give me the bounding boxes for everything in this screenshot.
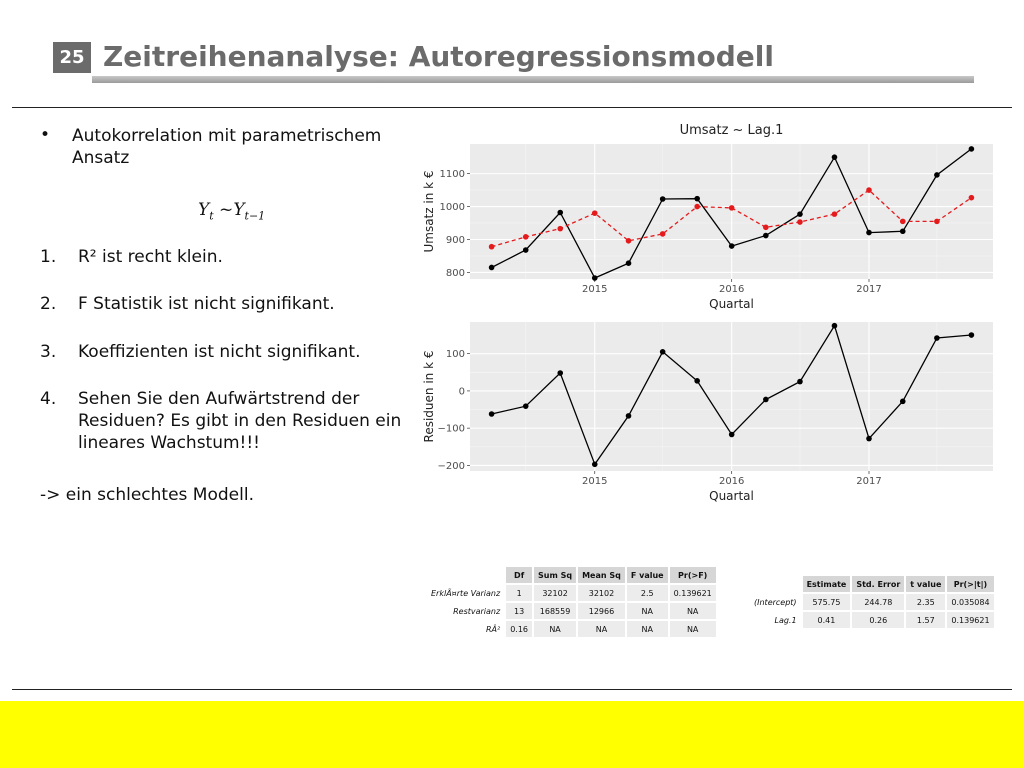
data-point (489, 411, 495, 417)
row-label: Lag.1 (774, 615, 797, 625)
table-cell: NA (670, 603, 716, 619)
data-point (523, 234, 529, 240)
data-point (694, 204, 700, 210)
table-cell: 12966 (578, 603, 625, 619)
data-point (523, 403, 529, 409)
anova-table (425, 565, 718, 639)
column-header (750, 576, 801, 592)
table-header-row (750, 576, 994, 592)
y-tick-label: 800 (445, 267, 465, 279)
data-point (694, 378, 700, 384)
formula (198, 200, 265, 222)
table-row (750, 612, 994, 628)
data-point (900, 399, 906, 405)
row-label: RÂ² (485, 624, 501, 634)
data-point (660, 349, 666, 355)
data-point (866, 187, 872, 193)
data-point (557, 210, 563, 216)
list-item-text: Sehen Sie den Aufwärtstrend der Residuen? Es gibt in den Residuen ein lineares Wachstum!!! (78, 389, 402, 453)
data-point (832, 323, 838, 329)
table-cell: 2.5 (627, 585, 668, 601)
data-point (832, 211, 838, 217)
data-point (660, 196, 666, 202)
y-tick-label: 900 (445, 234, 465, 246)
list-item-number: 1. (40, 247, 57, 267)
table-cell: 32102 (534, 585, 576, 601)
table-cell: 168559 (534, 603, 576, 619)
y-tick-label: 100 (445, 349, 465, 361)
data-point (969, 146, 975, 152)
coefficients-table (748, 574, 996, 630)
data-point (489, 265, 495, 271)
list-item-4 (40, 388, 418, 454)
data-point (694, 196, 700, 202)
formula-rhs-sub: t−1 (244, 209, 266, 223)
list-item-text: Koeffizienten ist nicht signifikant. (78, 342, 361, 362)
slide-number: 25 (53, 42, 91, 73)
data-point (729, 205, 735, 211)
footer-bar (0, 701, 1024, 768)
x-tick-label: 2016 (718, 476, 745, 487)
column-header: Estimate (803, 576, 851, 592)
row-label: ErklÃ¤rte Varianz (431, 588, 501, 598)
data-point (866, 230, 872, 236)
table-row (750, 594, 994, 610)
table-cell: 1 (506, 585, 532, 601)
data-point (763, 233, 769, 239)
table-cell: NA (534, 621, 576, 637)
bullet-text: Autokorrelation mit parametrischem Ansatz (72, 126, 382, 168)
table-row (427, 603, 716, 619)
table-header-row (427, 567, 716, 583)
table-row (427, 621, 716, 637)
data-point (969, 195, 975, 201)
data-point (729, 243, 735, 249)
list-item-number: 3. (40, 342, 57, 362)
table-cell: 0.26 (852, 612, 904, 628)
data-point (489, 244, 495, 250)
data-point (934, 219, 940, 225)
data-point (592, 275, 598, 281)
table-cell: 0.16 (506, 621, 532, 637)
data-point (934, 335, 940, 341)
data-point (557, 370, 563, 376)
title-underline (92, 76, 974, 83)
data-point (832, 154, 838, 160)
list-item-text: F Statistik ist nicht signifikant. (78, 294, 335, 314)
table-cell: 0.41 (803, 612, 851, 628)
table-cell: 32102 (578, 585, 625, 601)
data-point (592, 461, 598, 467)
table-cell: 0.139621 (670, 585, 716, 601)
list-item-1 (40, 246, 420, 268)
table-cell: 244.78 (852, 594, 904, 610)
data-point (626, 413, 632, 419)
table-cell: 1.57 (906, 612, 945, 628)
y-tick-label: 1100 (439, 169, 465, 181)
data-point (660, 231, 666, 237)
table-cell: NA (627, 603, 668, 619)
row-label: (Intercept) (754, 597, 797, 607)
y-tick-label: −100 (437, 423, 465, 435)
x-axis-label: Quartal (709, 297, 754, 311)
x-axis-label: Quartal (709, 489, 754, 503)
data-point (523, 247, 529, 253)
formula-lhs-sub: t (209, 209, 214, 223)
formula-rhs: Y (233, 200, 245, 220)
column-header (427, 567, 504, 583)
row-label: Restvarianz (453, 606, 501, 616)
table-cell: 2.35 (906, 594, 945, 610)
list-item-number: 2. (40, 294, 57, 314)
data-point (763, 225, 769, 231)
formula-lhs: Y (198, 200, 210, 220)
x-tick-label: 2016 (718, 284, 745, 295)
data-point (900, 228, 906, 234)
list-item-3 (40, 341, 420, 363)
column-header: t value (906, 576, 945, 592)
table-cell: NA (670, 621, 716, 637)
column-header: Sum Sq (534, 567, 576, 583)
x-tick-label: 2017 (856, 284, 882, 295)
data-point (866, 436, 872, 442)
list-item-text: R² ist recht klein. (78, 247, 223, 267)
umsatz-lag-chart (420, 118, 1000, 314)
table-cell: NA (627, 621, 668, 637)
slide-title: Zeitreihenanalyse: Autoregressionsmodell (103, 40, 774, 73)
x-tick-label: 2015 (582, 284, 608, 295)
data-point (763, 397, 769, 403)
x-tick-label: 2015 (582, 476, 608, 487)
data-point (969, 332, 975, 338)
y-tick-label: −200 (437, 460, 465, 472)
residuen-chart (420, 318, 1000, 508)
table-cell: 0.035084 (947, 594, 993, 610)
table-cell: NA (578, 621, 625, 637)
column-header: Pr(>F) (670, 567, 716, 583)
data-point (729, 432, 735, 438)
data-point (626, 260, 632, 266)
data-point (934, 172, 940, 178)
bottom-divider (12, 689, 1012, 690)
data-point (592, 210, 598, 216)
table-cell: 575.75 (803, 594, 851, 610)
bullet-dot: • (40, 125, 51, 145)
column-header: Df (506, 567, 532, 583)
chart-title: Umsatz ~ Lag.1 (679, 123, 784, 138)
x-tick-label: 2017 (856, 476, 882, 487)
column-header: F value (627, 567, 668, 583)
y-tick-label: 1000 (439, 202, 465, 214)
table-cell: 13 (506, 603, 532, 619)
y-axis-label: Residuen in k € (422, 350, 436, 443)
data-point (900, 219, 906, 225)
list-item-2 (40, 293, 420, 315)
conclusion: -> ein schlechtes Modell. (40, 485, 254, 505)
y-tick-label: 0 (458, 386, 465, 398)
y-axis-label: Umsatz in k € (422, 170, 436, 253)
top-divider (12, 107, 1012, 108)
data-point (797, 219, 803, 225)
data-point (797, 211, 803, 217)
data-point (797, 379, 803, 385)
column-header: Pr(>|t|) (947, 576, 993, 592)
data-point (557, 226, 563, 232)
formula-operator: ~ (213, 200, 234, 220)
table-cell: 0.139621 (947, 612, 993, 628)
column-header: Std. Error (852, 576, 904, 592)
list-item-number: 4. (40, 389, 57, 409)
column-header: Mean Sq (578, 567, 625, 583)
data-point (626, 238, 632, 244)
table-row (427, 585, 716, 601)
